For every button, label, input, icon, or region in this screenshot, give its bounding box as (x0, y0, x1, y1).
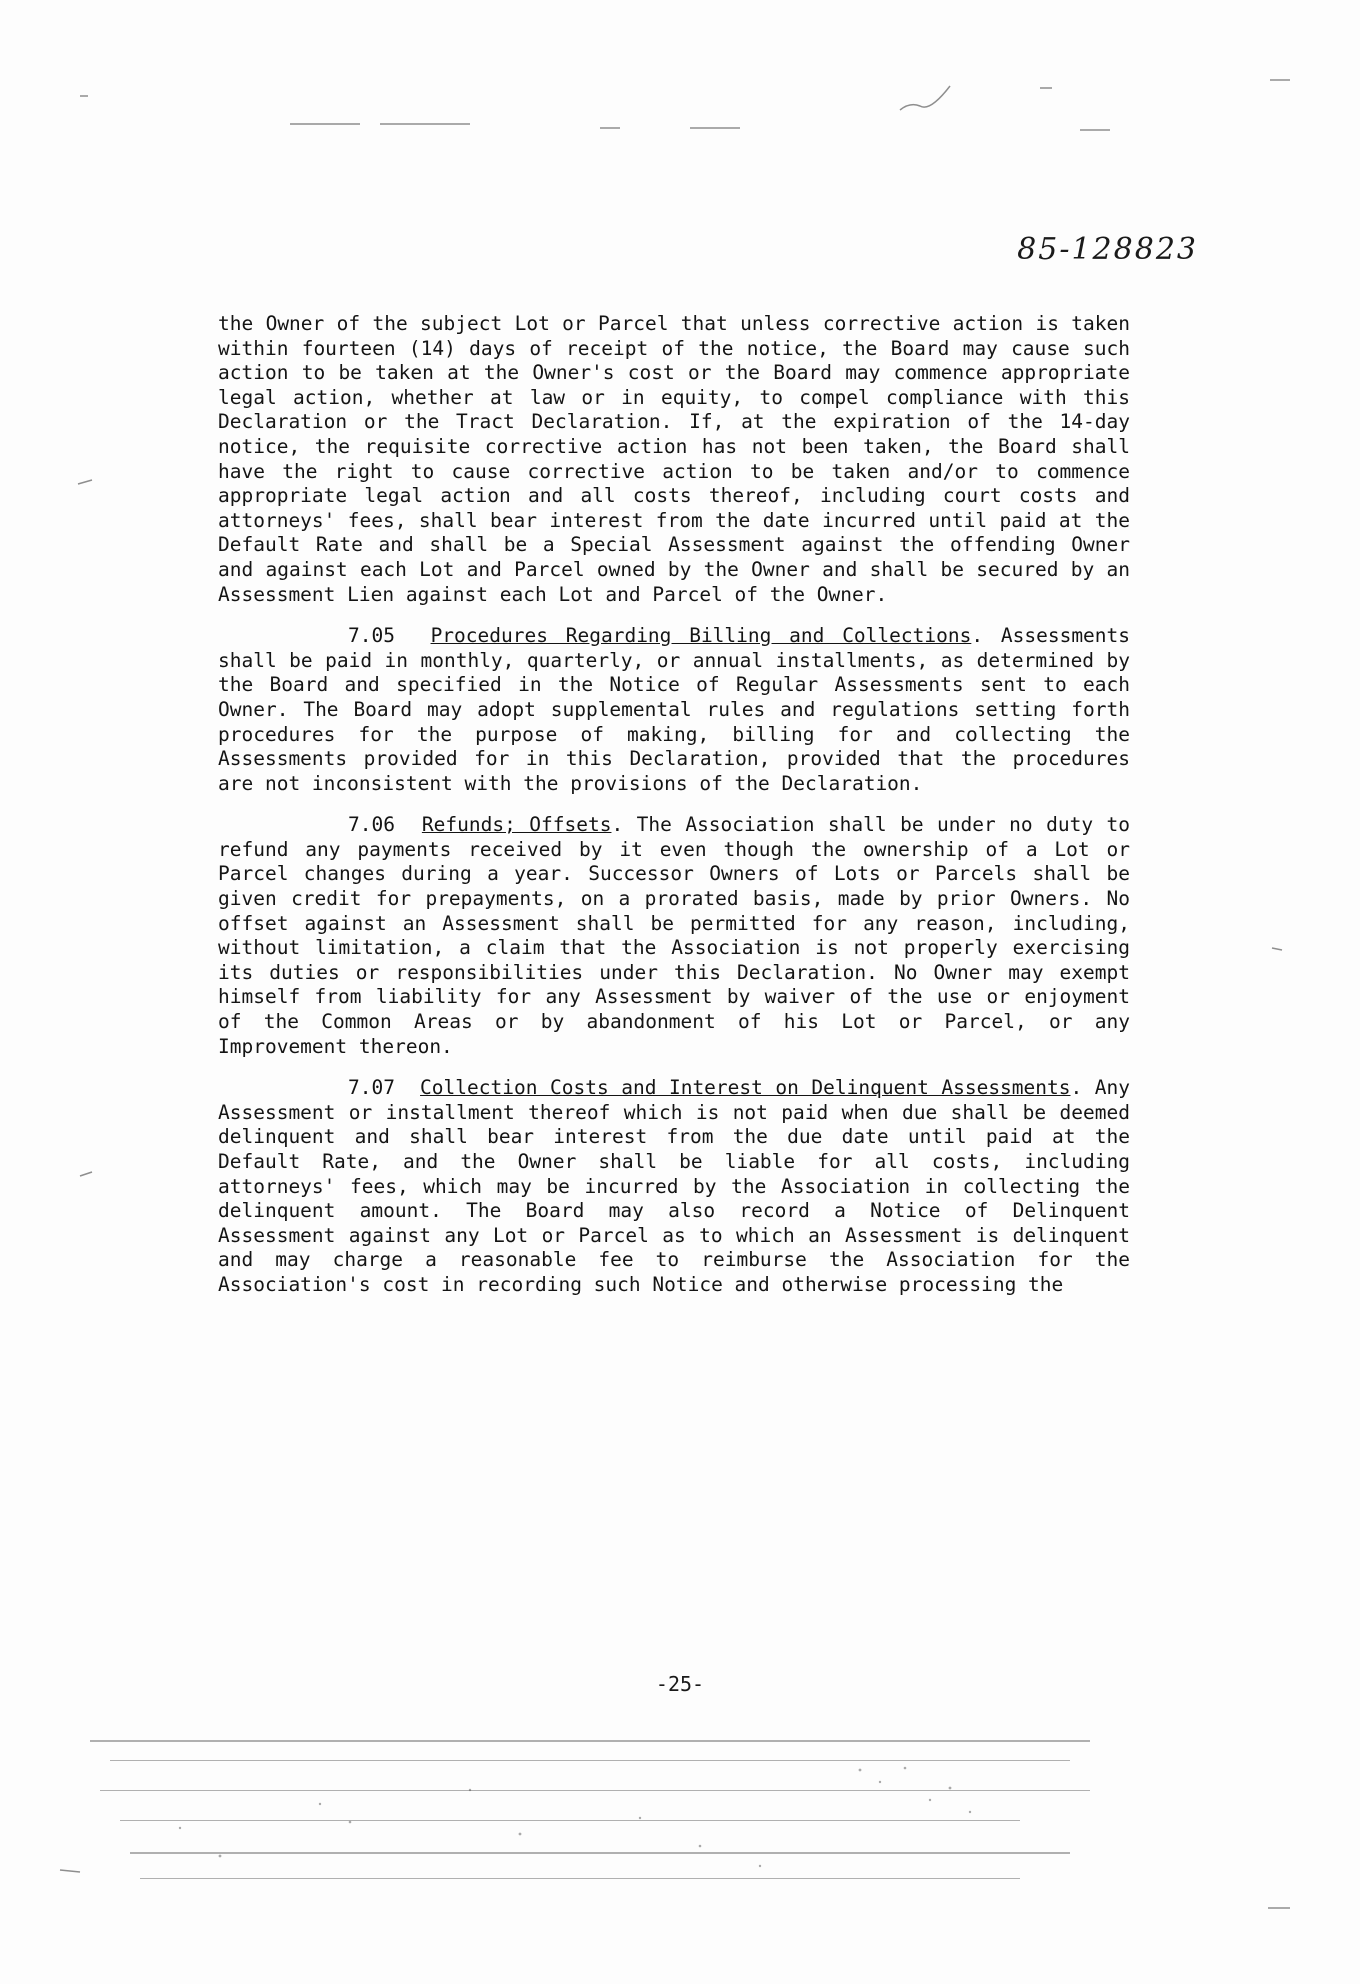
section-7-05: 7.05 Procedures Regarding Billing and Collections. Assessments shall be paid in monthly, quarterly, or annual installments, as determined by the Board and specified in the Notice of Regular Assessments sent to each Owner. The Board may adopt supplemental rules and regulations setting forth procedures for the purpose of making, billing for and collecting the Assessments provided for in this Declaration, provided that the procedures are not inconsistent with the provisions of the Declaration. (218, 624, 1131, 795)
section-heading: Procedures Regarding Billing and Collections (430, 624, 972, 648)
section-number: 7.06 (348, 813, 395, 837)
section-7-07: 7.07 Collection Costs and Interest on Delinquent Assessments. Any Assessment or installment thereof which is not paid when due shall be deemed delinquent and shall bear interest from the due date until paid at the Default Rate, and the Owner shall be liable for all costs, including attorneys' fees, which may be incurred by the Association in collecting the delinquent amount. The Board may also record a Notice of Delinquent Assessment against any Lot or Parcel as to which an Assessment is delinquent and may charge a reasonable fee to reimburse the Association for the Association's cost in recording such Notice and otherwise processing the (218, 1076, 1131, 1296)
section-7-06: 7.06 Refunds; Offsets. The Association shall be under no duty to refund any payments received by it even though the ownership of a Lot or Parcel changes during a year. Successor Owners of Lots or Parcels shall be given credit for prepayments, on a prorated basis, made by prior Owners. No offset against an Assessment shall be permitted for any reason, including, without limitation, a claim that the Association is not properly exercising its duties or responsibilities under this Declaration. No Owner may exempt himself from liability for any Assessment by waiver of the use or enjoyment of the Common Areas or by abandonment of his Lot or Parcel, or any Improvement thereon. (218, 813, 1131, 1058)
section-text: The Association shall be under no duty to refund any payments received by it even though the ownership of a Lot or Parcel changes during a year. Successor Owners of Lots or Parcels shall be given credit for prepayments, on a prorated basis, made by prior Owners. No offset against an Assessment shall be permitted for any reason, including, without limitation, a claim that the Association is not properly exercising its duties or responsibilities under this Declaration. No Owner may exempt himself from liability for any Assessment by waiver of the use or enjoyment of the Common Areas or by abandonment of his Lot or Parcel, or any Improvement thereon. (218, 813, 1131, 1058)
section-heading: Collection Costs and Interest on Delinquent Assessments (420, 1076, 1071, 1100)
opening-paragraph: the Owner of the subject Lot or Parcel that unless corrective action is taken within fourteen (14) days of receipt of the notice, the Board may cause such action to be taken at the Owner's cost or the Board may commence appropriate legal action, whether at law or in equity, to compel compliance with this Declaration or the Tract Declaration. If, at the expiration of the 14-day notice, the requisite corrective action has not been taken, the Board shall have the right to cause corrective action to be taken and/or to commence appropriate legal action and all costs thereof, including court costs and attorneys' fees, shall bear interest from the date incurred until paid at the Default Rate and shall be a Special Assessment against the offending Owner and against each Lot and Parcel owned by the Owner and shall be secured by an Assessment Lien against each Lot and Parcel of the Owner. (218, 312, 1130, 606)
section-heading: Refunds; Offsets (421, 813, 612, 837)
document-number: 85-128823 (1017, 232, 1198, 267)
section-number: 7.05 (348, 624, 395, 648)
section-text: Assessments shall be paid in monthly, quarterly, or annual installments, as determined by the Board and specified in the Notice of Regular Assessments sent to each Owner. The Board may adopt supplemental rules and regulations setting forth procedures for the purpose of making, billing for and collecting the Assessments provided for in this Declaration, provided that the procedures are not inconsistent with the provisions of the Declaration. (218, 624, 1131, 795)
document-body (218, 312, 1130, 1315)
section-number: 7.07 (348, 1076, 395, 1100)
page-number: -25- (655, 1672, 705, 1696)
section-text: Any Assessment or installment thereof which is not paid when due shall be deemed delinquent and shall bear interest from the due date until paid at the Default Rate, and the Owner shall be liable for all costs, including attorneys' fees, which may be incurred by the Association in collecting the delinquent amount. The Board may also record a Notice of Delinquent Assessment against any Lot or Parcel as to which an Assessment is delinquent and may charge a reasonable fee to reimburse the Association for the Association's cost in recording such Notice and otherwise processing the (218, 1076, 1131, 1296)
